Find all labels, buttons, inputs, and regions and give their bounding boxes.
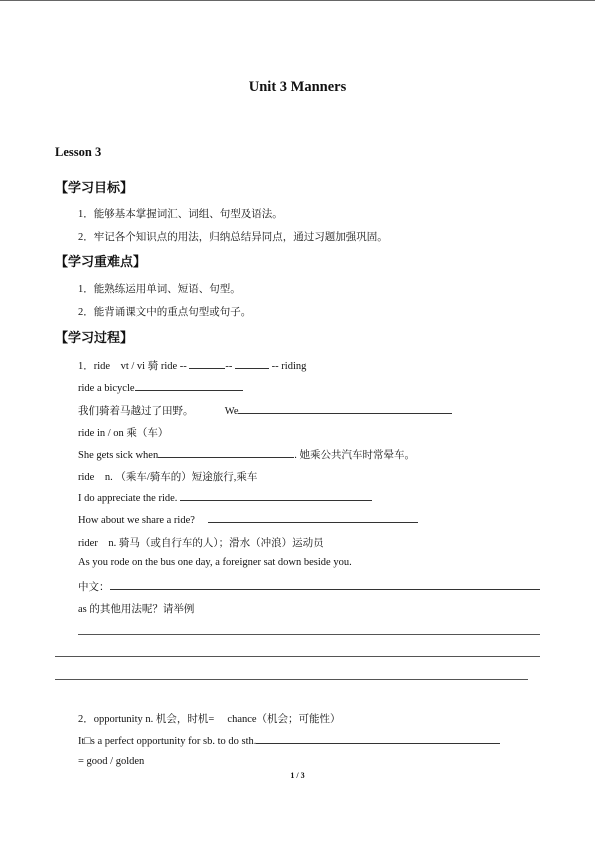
sick-start-text: She gets sick when <box>78 450 159 461</box>
rider-line: rider n. 骑马（或自行车的人）；滑水（冲浪）运动员 <box>78 538 324 549</box>
ride-heading-line <box>78 358 306 373</box>
ride-sep: -- <box>225 361 233 372</box>
key-point-item-1: 1．能熟练运用单词、短语、句型。 <box>78 284 241 295</box>
chinese-label: 中文： <box>78 582 110 593</box>
sick-blank[interactable] <box>158 448 294 458</box>
as-usage-line: as 的其他用法呢？请举例 <box>78 604 195 615</box>
ride-bicycle-text: ride a bicycle <box>78 383 135 394</box>
share-line <box>78 513 418 526</box>
section-process-heading: 【学习过程】 <box>55 331 134 346</box>
horse-translation-blank[interactable] <box>238 404 452 414</box>
ride-heading-text: 1．ride vt / vi 骑 ride -- <box>78 361 187 372</box>
horse-chinese-text: 我们骑着马越过了田野。 <box>78 406 194 417</box>
horse-we-text: We <box>224 406 239 417</box>
answer-line-2[interactable] <box>55 656 540 657</box>
sick-end-text: . 她乘公共汽车时常晕车。 <box>294 450 415 461</box>
ride-participle-blank[interactable] <box>235 359 269 369</box>
ride-bicycle-line <box>78 381 243 394</box>
perfect-opportunity-blank[interactable] <box>256 734 500 744</box>
bus-sentence-line: As you rode on the bus one day, a foreigner sat down beside you. <box>78 557 352 568</box>
ride-bicycle-blank[interactable] <box>135 381 243 391</box>
perfect-opportunity-line <box>78 734 500 747</box>
document-title: Unit 3 Manners <box>248 79 347 95</box>
ride-heading-end: -- riding <box>271 361 307 372</box>
ride-in-on-line: ride in / on 乘（车） <box>78 428 169 439</box>
sick-line <box>78 447 415 462</box>
key-point-item-2: 2．能背诵课文中的重点句型或句子。 <box>78 307 252 318</box>
lesson-heading: Lesson 3 <box>55 145 102 159</box>
good-golden-line: = good / golden <box>78 756 145 767</box>
horse-line <box>78 403 452 418</box>
page-number: 1 / 3 <box>290 771 305 780</box>
ride-past-blank[interactable] <box>189 359 225 369</box>
answer-line-3[interactable] <box>55 679 528 680</box>
section-goals-heading: 【学习目标】 <box>55 181 134 196</box>
chinese-translation-line <box>78 579 540 594</box>
section-key-points-heading: 【学习重难点】 <box>55 255 147 270</box>
share-blank[interactable] <box>208 513 418 523</box>
share-text: How about we share a ride? <box>78 515 195 526</box>
page-top-border <box>0 0 595 1</box>
appreciate-blank[interactable] <box>180 491 372 501</box>
perfect-opportunity-text: It□s a perfect opportunity for sb. to do sth. <box>78 736 257 747</box>
opportunity-heading-line: 2．opportunity n. 机会，时机= chance（机会；可能性） <box>78 714 341 725</box>
goal-item-2: 2．牢记各个知识点的用法，归纳总结异同点，通过习题加强巩固。 <box>78 232 388 243</box>
appreciate-line <box>78 491 372 504</box>
answer-line-1[interactable] <box>78 634 540 635</box>
goal-item-1: 1．能够基本掌握词汇、词组、句型及语法。 <box>78 209 283 220</box>
ride-noun-line: ride n. （乘车/骑车的）短途旅行,乘车 <box>78 472 258 483</box>
appreciate-text: I do appreciate the ride. <box>78 493 178 504</box>
chinese-translation-blank[interactable] <box>110 580 540 590</box>
